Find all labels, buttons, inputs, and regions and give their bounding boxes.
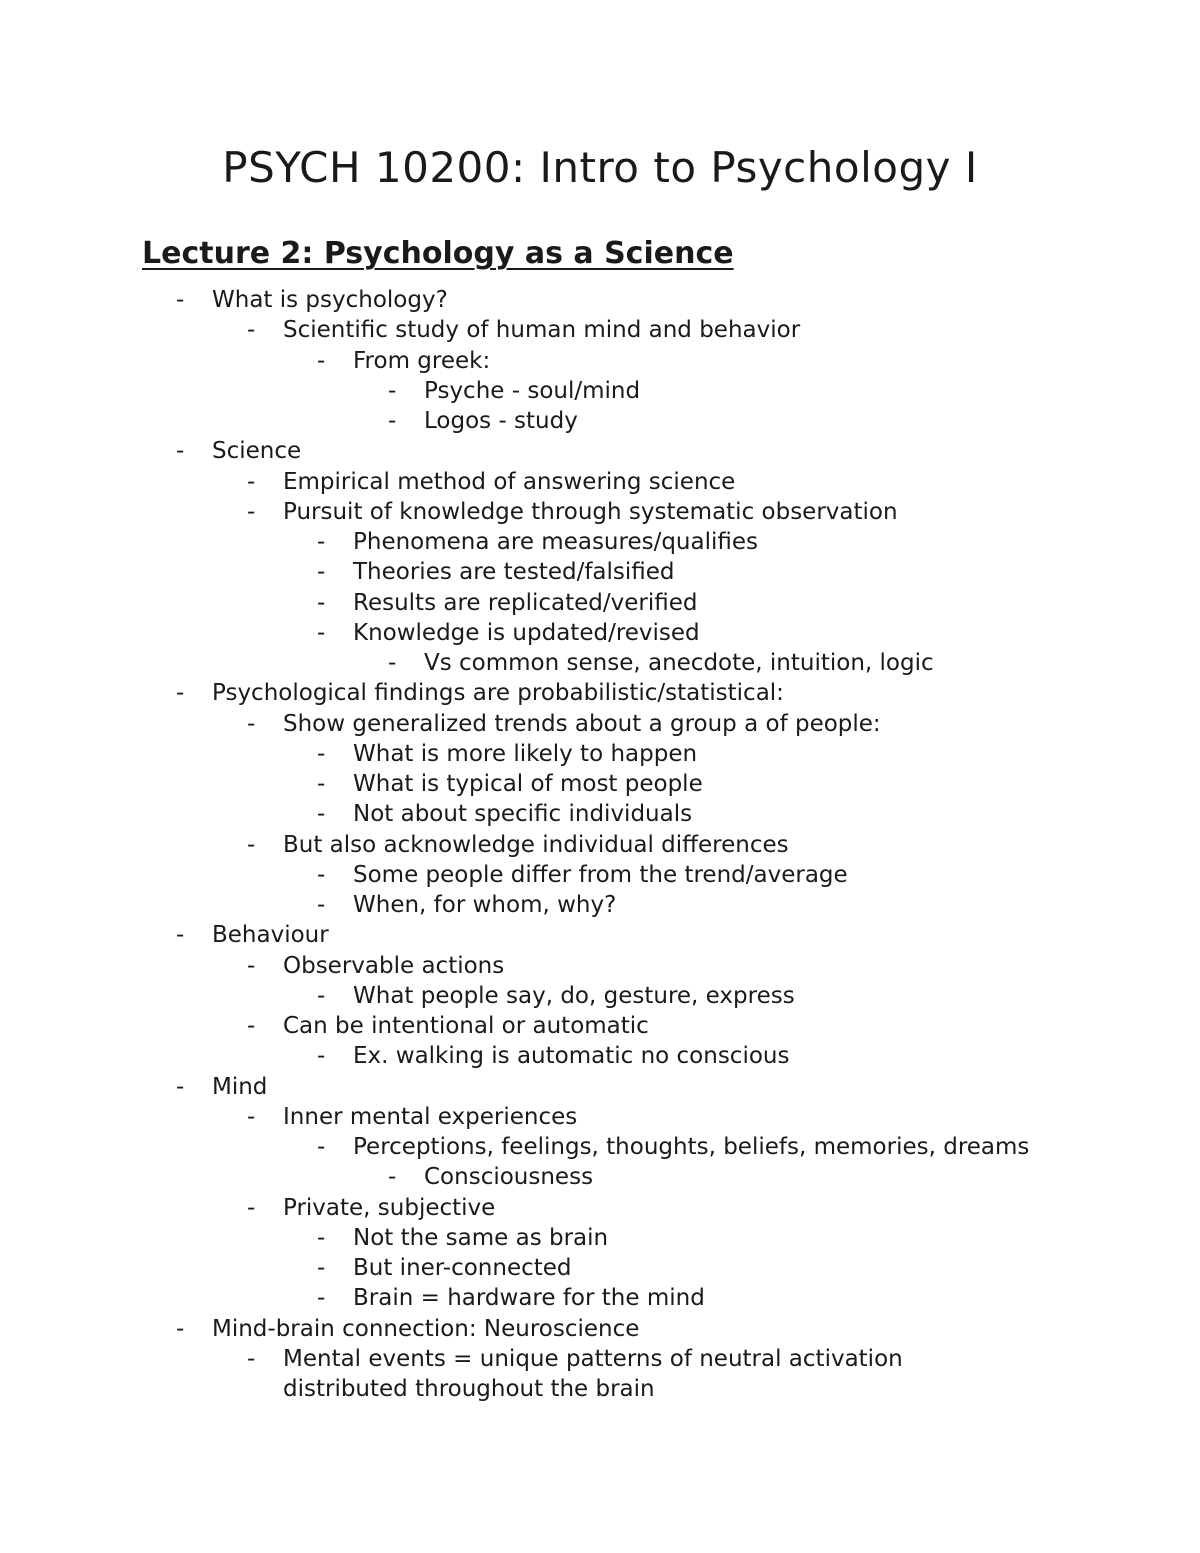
outline-item-level-3 — [0, 769, 1200, 799]
outline-item-text: Perceptions, feelings, thoughts, beliefs, memories, dreams — [353, 1134, 1030, 1160]
outline-item-text: Can be intentional or automatic — [283, 1013, 649, 1039]
outline-item-text: Psyche - soul/mind — [424, 377, 641, 404]
outline-item-level-3 — [0, 346, 1200, 376]
outline-item-level-2 — [0, 951, 1200, 981]
outline-item-level-1 — [0, 1072, 1200, 1102]
outline-item-level-1 — [0, 436, 1200, 466]
outline-item-text: What is typical of most people — [353, 771, 703, 797]
outline-item-text: Results are replicated/verified — [353, 589, 698, 616]
outline-item-text: Mind — [212, 1073, 268, 1100]
outline-item-level-2 — [0, 830, 1200, 860]
bullet-dash: - — [176, 680, 185, 707]
outline-item-text: When, for whom, why? — [353, 892, 617, 918]
bullet-dash: - — [317, 559, 326, 586]
outline-item-text: Mental events = unique patterns of neutral activation — [283, 1345, 903, 1372]
bullet-dash: - — [247, 468, 256, 495]
outline-item-level-3 — [0, 1223, 1200, 1253]
section-heading: Lecture 2: Psychology as a Science — [142, 236, 734, 271]
bullet-dash: - — [176, 438, 185, 465]
outline-item-level-2 — [0, 1374, 1200, 1404]
outline-item-level-4 — [0, 376, 1200, 406]
outline-item-text: distributed throughout the brain — [283, 1376, 655, 1402]
bullet-dash: - — [317, 892, 326, 918]
outline-item-text: From greek: — [353, 347, 491, 374]
outline-item-text: What people say, do, gesture, express — [353, 982, 795, 1009]
bullet-dash: - — [247, 952, 256, 979]
outline-item-level-4 — [0, 1162, 1200, 1192]
bullet-dash: - — [317, 1134, 326, 1160]
outline-item-level-3 — [0, 1253, 1200, 1283]
outline-item-level-3 — [0, 860, 1200, 890]
outline-item-level-2 — [0, 709, 1200, 739]
bullet-dash: - — [317, 1224, 326, 1251]
bullet-dash: - — [388, 377, 397, 404]
outline-item-text: Logos - study — [424, 408, 578, 434]
outline-item-text: Observable actions — [283, 952, 505, 979]
bullet-dash: - — [317, 589, 326, 616]
bullet-dash: - — [176, 1073, 185, 1100]
bullet-dash: - — [317, 861, 326, 888]
outline-item-level-3 — [0, 527, 1200, 557]
outline-item-text: Behaviour — [212, 922, 329, 949]
bullet-dash: - — [247, 1194, 256, 1221]
outline-item-text: Science — [212, 438, 302, 465]
outline-item-level-1 — [0, 678, 1200, 708]
outline-item-text: Consciousness — [424, 1164, 594, 1191]
outline-item-text: Not about specific individuals — [353, 801, 693, 828]
bullet-dash: - — [317, 740, 326, 767]
bullet-dash: - — [388, 650, 397, 676]
bullet-dash: - — [317, 1043, 326, 1070]
outline-item-level-3 — [0, 799, 1200, 829]
outline-item-level-4 — [0, 406, 1200, 436]
outline-item-level-3 — [0, 1132, 1200, 1162]
outline-item-level-4 — [0, 648, 1200, 678]
outline-item-text: Ex. walking is automatic no conscious — [353, 1043, 790, 1070]
bullet-dash: - — [317, 1255, 326, 1281]
outline-item-text: Brain = hardware for the mind — [353, 1285, 705, 1312]
outline-item-text: Empirical method of answering science — [283, 468, 736, 495]
outline-item-text: Not the same as brain — [353, 1224, 609, 1251]
outline-item-level-2 — [0, 497, 1200, 527]
bullet-dash: - — [388, 1164, 397, 1191]
outline-item-level-2 — [0, 1344, 1200, 1374]
bullet-dash: - — [317, 347, 326, 374]
bullet-dash: - — [317, 771, 326, 797]
bullet-dash: - — [247, 710, 256, 737]
outline-item-level-2 — [0, 1011, 1200, 1041]
bullet-dash: - — [247, 1013, 256, 1039]
bullet-dash: - — [176, 287, 185, 313]
outline-item-text: Phenomena are measures/qualifies — [353, 529, 759, 555]
bullet-dash: - — [388, 408, 397, 434]
outline-item-level-2 — [0, 1102, 1200, 1132]
bullet-dash: - — [317, 529, 326, 555]
outline-item-level-2 — [0, 467, 1200, 497]
outline-item-level-3 — [0, 739, 1200, 769]
bullet-dash: - — [247, 1345, 256, 1372]
outline-item-level-3 — [0, 1283, 1200, 1313]
bullet-dash: - — [176, 922, 185, 949]
bullet-dash: - — [317, 801, 326, 828]
lecture-outline — [0, 285, 1200, 1404]
bullet-dash: - — [317, 982, 326, 1009]
outline-item-text: Vs common sense, anecdote, intuition, logic — [424, 650, 934, 676]
bullet-dash: - — [247, 831, 256, 858]
outline-item-level-3 — [0, 1041, 1200, 1071]
outline-item-text: Pursuit of knowledge through systematic observation — [283, 498, 898, 525]
bullet-dash: - — [176, 1315, 185, 1342]
outline-item-text: Inner mental experiences — [283, 1103, 578, 1130]
outline-item-level-3 — [0, 588, 1200, 618]
outline-item-text: Show generalized trends about a group a of people: — [283, 710, 881, 737]
outline-item-level-1 — [0, 920, 1200, 950]
outline-item-level-1 — [0, 1314, 1200, 1344]
outline-item-text: Scientific study of human mind and behavior — [283, 317, 801, 344]
outline-item-level-1 — [0, 285, 1200, 315]
bullet-dash: - — [247, 317, 256, 344]
document-title: PSYCH 10200: Intro to Psychology I — [222, 143, 978, 192]
outline-item-text: Knowledge is updated/revised — [353, 619, 700, 646]
outline-item-text: But iner-connected — [353, 1255, 572, 1281]
outline-item-text: Theories are tested/falsified — [353, 559, 675, 586]
outline-item-text: Mind-brain connection: Neuroscience — [212, 1315, 640, 1342]
outline-item-text: What is psychology? — [212, 287, 448, 313]
outline-item-text: Private, subjective — [283, 1194, 496, 1221]
bullet-dash: - — [247, 1103, 256, 1130]
bullet-dash: - — [317, 619, 326, 646]
outline-item-level-3 — [0, 981, 1200, 1011]
outline-item-level-2 — [0, 315, 1200, 345]
outline-item-level-3 — [0, 618, 1200, 648]
outline-item-text: Some people differ from the trend/average — [353, 861, 848, 888]
outline-item-text: Psychological findings are probabilistic/statistical: — [212, 680, 784, 707]
outline-item-level-3 — [0, 890, 1200, 920]
outline-item-text: But also acknowledge individual differences — [283, 831, 789, 858]
bullet-dash: - — [317, 1285, 326, 1312]
outline-item-level-2 — [0, 1193, 1200, 1223]
bullet-dash: - — [247, 498, 256, 525]
outline-item-level-3 — [0, 557, 1200, 587]
outline-item-text: What is more likely to happen — [353, 740, 698, 767]
